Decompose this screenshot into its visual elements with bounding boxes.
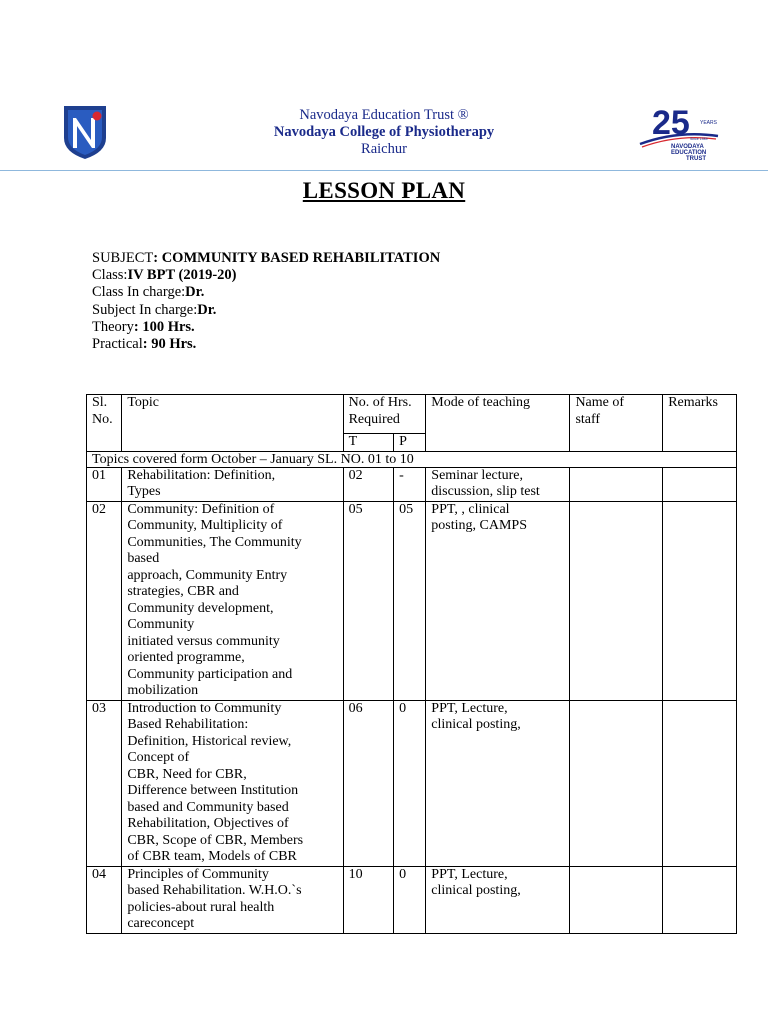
anniversary-badge-icon [638, 104, 720, 162]
city-name: Raichur [361, 141, 407, 157]
logo-line-1: NAVODAYA [671, 144, 704, 150]
header-name-of-staff: Name of staff [570, 395, 663, 452]
class-in-charge-value: Dr. [185, 284, 205, 301]
topics-covered-note: Topics covered form October – January SL. NO. 01 to 10 [87, 451, 737, 467]
subject-in-charge-label: Subject In charge: [92, 301, 198, 318]
row-sl-no: 04 [87, 866, 122, 933]
row-remarks [663, 866, 737, 933]
logo-line-2: EDUCATION [671, 150, 707, 156]
college-name: Navodaya College of Physiotherapy [273, 124, 495, 140]
subject-in-charge-value: Dr. [197, 301, 217, 318]
row-sl-no: 02 [87, 501, 122, 700]
table-header-row [87, 395, 737, 434]
table-row [87, 501, 737, 700]
header-remarks: Remarks [663, 395, 737, 452]
lesson-plan-table [86, 394, 737, 934]
row-sl-no: 03 [87, 700, 122, 866]
class-in-charge-label: Class In charge: [92, 284, 186, 301]
logo-line-3: TRUST [686, 156, 706, 162]
row-topic: Introduction to Community Based Rehabilitation: Definition, Historical review, Concept of CBR, Need for CBR, Difference between Institution based and Community based Rehabilitation, Objectives of CBR, Scope of CBR, Members of CBR team, Models of CBR [122, 700, 343, 866]
row-remarks [663, 467, 737, 501]
row-mode-of-teaching: PPT, Lecture, clinical posting, [426, 866, 570, 933]
class-label: Class: [92, 267, 128, 284]
subject-label: SUBJECT [92, 250, 154, 266]
table-row [87, 700, 737, 866]
subject-info [92, 250, 440, 353]
years-number: 25 [652, 104, 690, 142]
subject-line [92, 250, 440, 267]
row-topic: Principles of Community based Rehabilitation. W.H.O.`s policies-about rural health careconcept [122, 866, 343, 933]
theory-line [92, 319, 440, 336]
header-mode-of-teaching: Mode of teaching [426, 395, 570, 452]
header-topic: Topic [122, 395, 343, 452]
practical-label: Practical [92, 336, 143, 353]
practical-line [92, 336, 440, 353]
row-sl-no: 01 [87, 467, 122, 501]
anniversary-logo [638, 104, 720, 162]
row-theory-hours: 10 [343, 866, 394, 933]
table-span-row [87, 451, 737, 467]
years-label: YEARS [700, 120, 717, 126]
row-practical-hours: 05 [394, 501, 426, 700]
row-topic: Rehabilitation: Definition, Types [122, 467, 343, 501]
row-practical-hours: - [394, 467, 426, 501]
row-topic: Community: Definition of Community, Multiplicity of Communities, The Community based approach, Community Entry strategies, CBR and Community development, Community initiated versus community oriented programme, Community participation and mobilization [122, 501, 343, 700]
row-theory-hours: 02 [343, 467, 394, 501]
theory-label: Theory [92, 318, 134, 335]
table-row [87, 467, 737, 501]
header-theory: T [343, 434, 394, 452]
subject-value: : COMMUNITY BASED REHABILITATION [153, 250, 441, 266]
header-sl-no: Sl. No. [87, 395, 122, 452]
page-title: LESSON PLAN [302, 178, 466, 203]
row-mode-of-teaching: PPT, , clinical posting, CAMPS [426, 501, 570, 700]
class-line [92, 267, 440, 284]
since-label: Since 1989 [690, 137, 708, 141]
row-theory-hours: 05 [343, 501, 394, 700]
table-body [87, 467, 737, 933]
row-name-of-staff [570, 467, 663, 501]
row-remarks [663, 700, 737, 866]
row-mode-of-teaching: PPT, Lecture, clinical posting, [426, 700, 570, 866]
trust-name: Navodaya Education Trust ® [299, 107, 469, 123]
class-in-charge-line [92, 284, 440, 301]
page-header [0, 0, 768, 172]
theory-value: : 100 Hrs. [133, 318, 195, 335]
row-name-of-staff [570, 501, 663, 700]
header-practical: P [394, 434, 426, 452]
row-practical-hours: 0 [394, 866, 426, 933]
header-hours-required: No. of Hrs. Required [343, 395, 426, 434]
row-mode-of-teaching: Seminar lecture, discussion, slip test [426, 467, 570, 501]
table-row [87, 866, 737, 933]
row-name-of-staff [570, 866, 663, 933]
practical-value: : 90 Hrs. [142, 336, 197, 353]
row-name-of-staff [570, 700, 663, 866]
header-divider [0, 170, 768, 171]
class-value: IV BPT (2019-20) [127, 267, 237, 284]
row-theory-hours: 06 [343, 700, 394, 866]
row-remarks [663, 501, 737, 700]
subject-in-charge-line [92, 302, 440, 319]
row-practical-hours: 0 [394, 700, 426, 866]
